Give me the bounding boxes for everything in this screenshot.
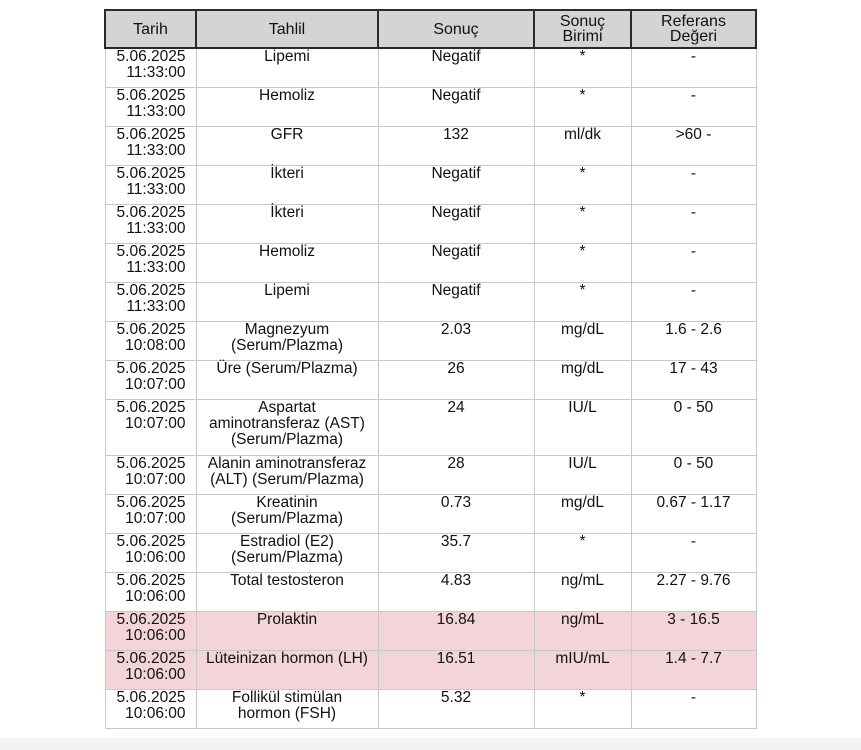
cell-unit: * — [534, 243, 631, 282]
cell-date: 5.06.2025 10:06:00 — [105, 533, 196, 572]
cell-test: İkteri — [196, 165, 378, 204]
cell-date: 5.06.2025 10:06:00 — [105, 611, 196, 650]
cell-result: 16.51 — [378, 650, 534, 689]
cell-date: 5.06.2025 11:33:00 — [105, 282, 196, 321]
cell-date: 5.06.2025 11:33:00 — [105, 126, 196, 165]
cell-date: 5.06.2025 11:33:00 — [105, 87, 196, 126]
table-row — [105, 126, 756, 165]
cell-test: Follikül stimülan hormon (FSH) — [196, 689, 378, 728]
cell-test: Estradiol (E2) (Serum/Plazma) — [196, 533, 378, 572]
cell-result: 35.7 — [378, 533, 534, 572]
cell-result: Negatif — [378, 165, 534, 204]
table-row — [105, 494, 756, 533]
cell-test: Lüteinizan hormon (LH) — [196, 650, 378, 689]
cell-unit: ml/dk — [534, 126, 631, 165]
cell-result: 5.32 — [378, 689, 534, 728]
cell-date: 5.06.2025 11:33:00 — [105, 165, 196, 204]
cell-date: 5.06.2025 11:33:00 — [105, 243, 196, 282]
cell-test: Total testosteron — [196, 572, 378, 611]
cell-date: 5.06.2025 11:33:00 — [105, 204, 196, 243]
cell-result: Negatif — [378, 87, 534, 126]
cell-test: Prolaktin — [196, 611, 378, 650]
header-date: Tarih — [105, 10, 196, 48]
cell-result: 26 — [378, 360, 534, 399]
cell-unit: IU/L — [534, 399, 631, 455]
cell-date: 5.06.2025 10:08:00 — [105, 321, 196, 360]
cell-reference: - — [631, 689, 756, 728]
cell-result: Negatif — [378, 243, 534, 282]
table-row — [105, 399, 756, 455]
lab-results-table — [104, 9, 757, 729]
table-row — [105, 572, 756, 611]
header-reference: Referans Değeri — [631, 10, 756, 48]
cell-unit: * — [534, 165, 631, 204]
cell-result: 24 — [378, 399, 534, 455]
cell-test: Hemoliz — [196, 243, 378, 282]
header-test: Tahlil — [196, 10, 378, 48]
cell-test: Magnezyum (Serum/Plazma) — [196, 321, 378, 360]
cell-result: 0.73 — [378, 494, 534, 533]
cell-date: 5.06.2025 10:06:00 — [105, 572, 196, 611]
cell-reference: 0 - 50 — [631, 455, 756, 494]
cell-date: 5.06.2025 10:06:00 — [105, 650, 196, 689]
table-row — [105, 321, 756, 360]
cell-reference: 2.27 - 9.76 — [631, 572, 756, 611]
cell-date: 5.06.2025 10:07:00 — [105, 494, 196, 533]
cell-unit: * — [534, 87, 631, 126]
cell-unit: * — [534, 689, 631, 728]
cell-result: Negatif — [378, 282, 534, 321]
cell-unit: * — [534, 533, 631, 572]
cell-result: Negatif — [378, 204, 534, 243]
cell-test: Lipemi — [196, 48, 378, 87]
cell-result: Negatif — [378, 48, 534, 87]
cell-unit: mg/dL — [534, 321, 631, 360]
cell-unit: * — [534, 204, 631, 243]
table-row — [105, 282, 756, 321]
cell-result: 132 — [378, 126, 534, 165]
cell-reference: - — [631, 533, 756, 572]
cell-test: GFR — [196, 126, 378, 165]
cell-date: 5.06.2025 10:07:00 — [105, 399, 196, 455]
table-row — [105, 204, 756, 243]
cell-unit: mg/dL — [534, 494, 631, 533]
cell-reference: 17 - 43 — [631, 360, 756, 399]
cell-test: Üre (Serum/Plazma) — [196, 360, 378, 399]
table-row — [105, 689, 756, 728]
cell-result: 2.03 — [378, 321, 534, 360]
cell-unit: IU/L — [534, 455, 631, 494]
table-row — [105, 165, 756, 204]
cell-unit: mg/dL — [534, 360, 631, 399]
cell-result: 4.83 — [378, 572, 534, 611]
cell-reference: - — [631, 165, 756, 204]
cell-test: Lipemi — [196, 282, 378, 321]
cell-reference: 0.67 - 1.17 — [631, 494, 756, 533]
cell-unit: ng/mL — [534, 611, 631, 650]
cell-unit: mIU/mL — [534, 650, 631, 689]
cell-reference: - — [631, 48, 756, 87]
cell-test: Kreatinin (Serum/Plazma) — [196, 494, 378, 533]
cell-reference: 1.4 - 7.7 — [631, 650, 756, 689]
results-body — [105, 48, 756, 728]
cell-reference: 1.6 - 2.6 — [631, 321, 756, 360]
table-row — [105, 533, 756, 572]
cell-reference: 0 - 50 — [631, 399, 756, 455]
cell-reference: - — [631, 87, 756, 126]
cell-date: 5.06.2025 10:07:00 — [105, 455, 196, 494]
table-row — [105, 243, 756, 282]
cell-date: 5.06.2025 10:06:00 — [105, 689, 196, 728]
table-row — [105, 611, 756, 650]
cell-unit: * — [534, 48, 631, 87]
table-row — [105, 455, 756, 494]
cell-reference: - — [631, 243, 756, 282]
cell-test: Aspartat aminotransferaz (AST) (Serum/Plazma) — [196, 399, 378, 455]
cell-date: 5.06.2025 11:33:00 — [105, 48, 196, 87]
header-unit: Sonuç Birimi — [534, 10, 631, 48]
header-result: Sonuç — [378, 10, 534, 48]
table-row — [105, 360, 756, 399]
table-row — [105, 48, 756, 87]
cell-reference: >60 - — [631, 126, 756, 165]
cell-result: 28 — [378, 455, 534, 494]
cell-test: Hemoliz — [196, 87, 378, 126]
cell-test: İkteri — [196, 204, 378, 243]
table-row — [105, 650, 756, 689]
cell-reference: 3 - 16.5 — [631, 611, 756, 650]
cell-reference: - — [631, 282, 756, 321]
cell-result: 16.84 — [378, 611, 534, 650]
cell-unit: ng/mL — [534, 572, 631, 611]
cell-reference: - — [631, 204, 756, 243]
cell-unit: * — [534, 282, 631, 321]
cell-test: Alanin aminotransferaz (ALT) (Serum/Plazma) — [196, 455, 378, 494]
cell-date: 5.06.2025 10:07:00 — [105, 360, 196, 399]
table-header-row — [105, 10, 756, 48]
table-row — [105, 87, 756, 126]
